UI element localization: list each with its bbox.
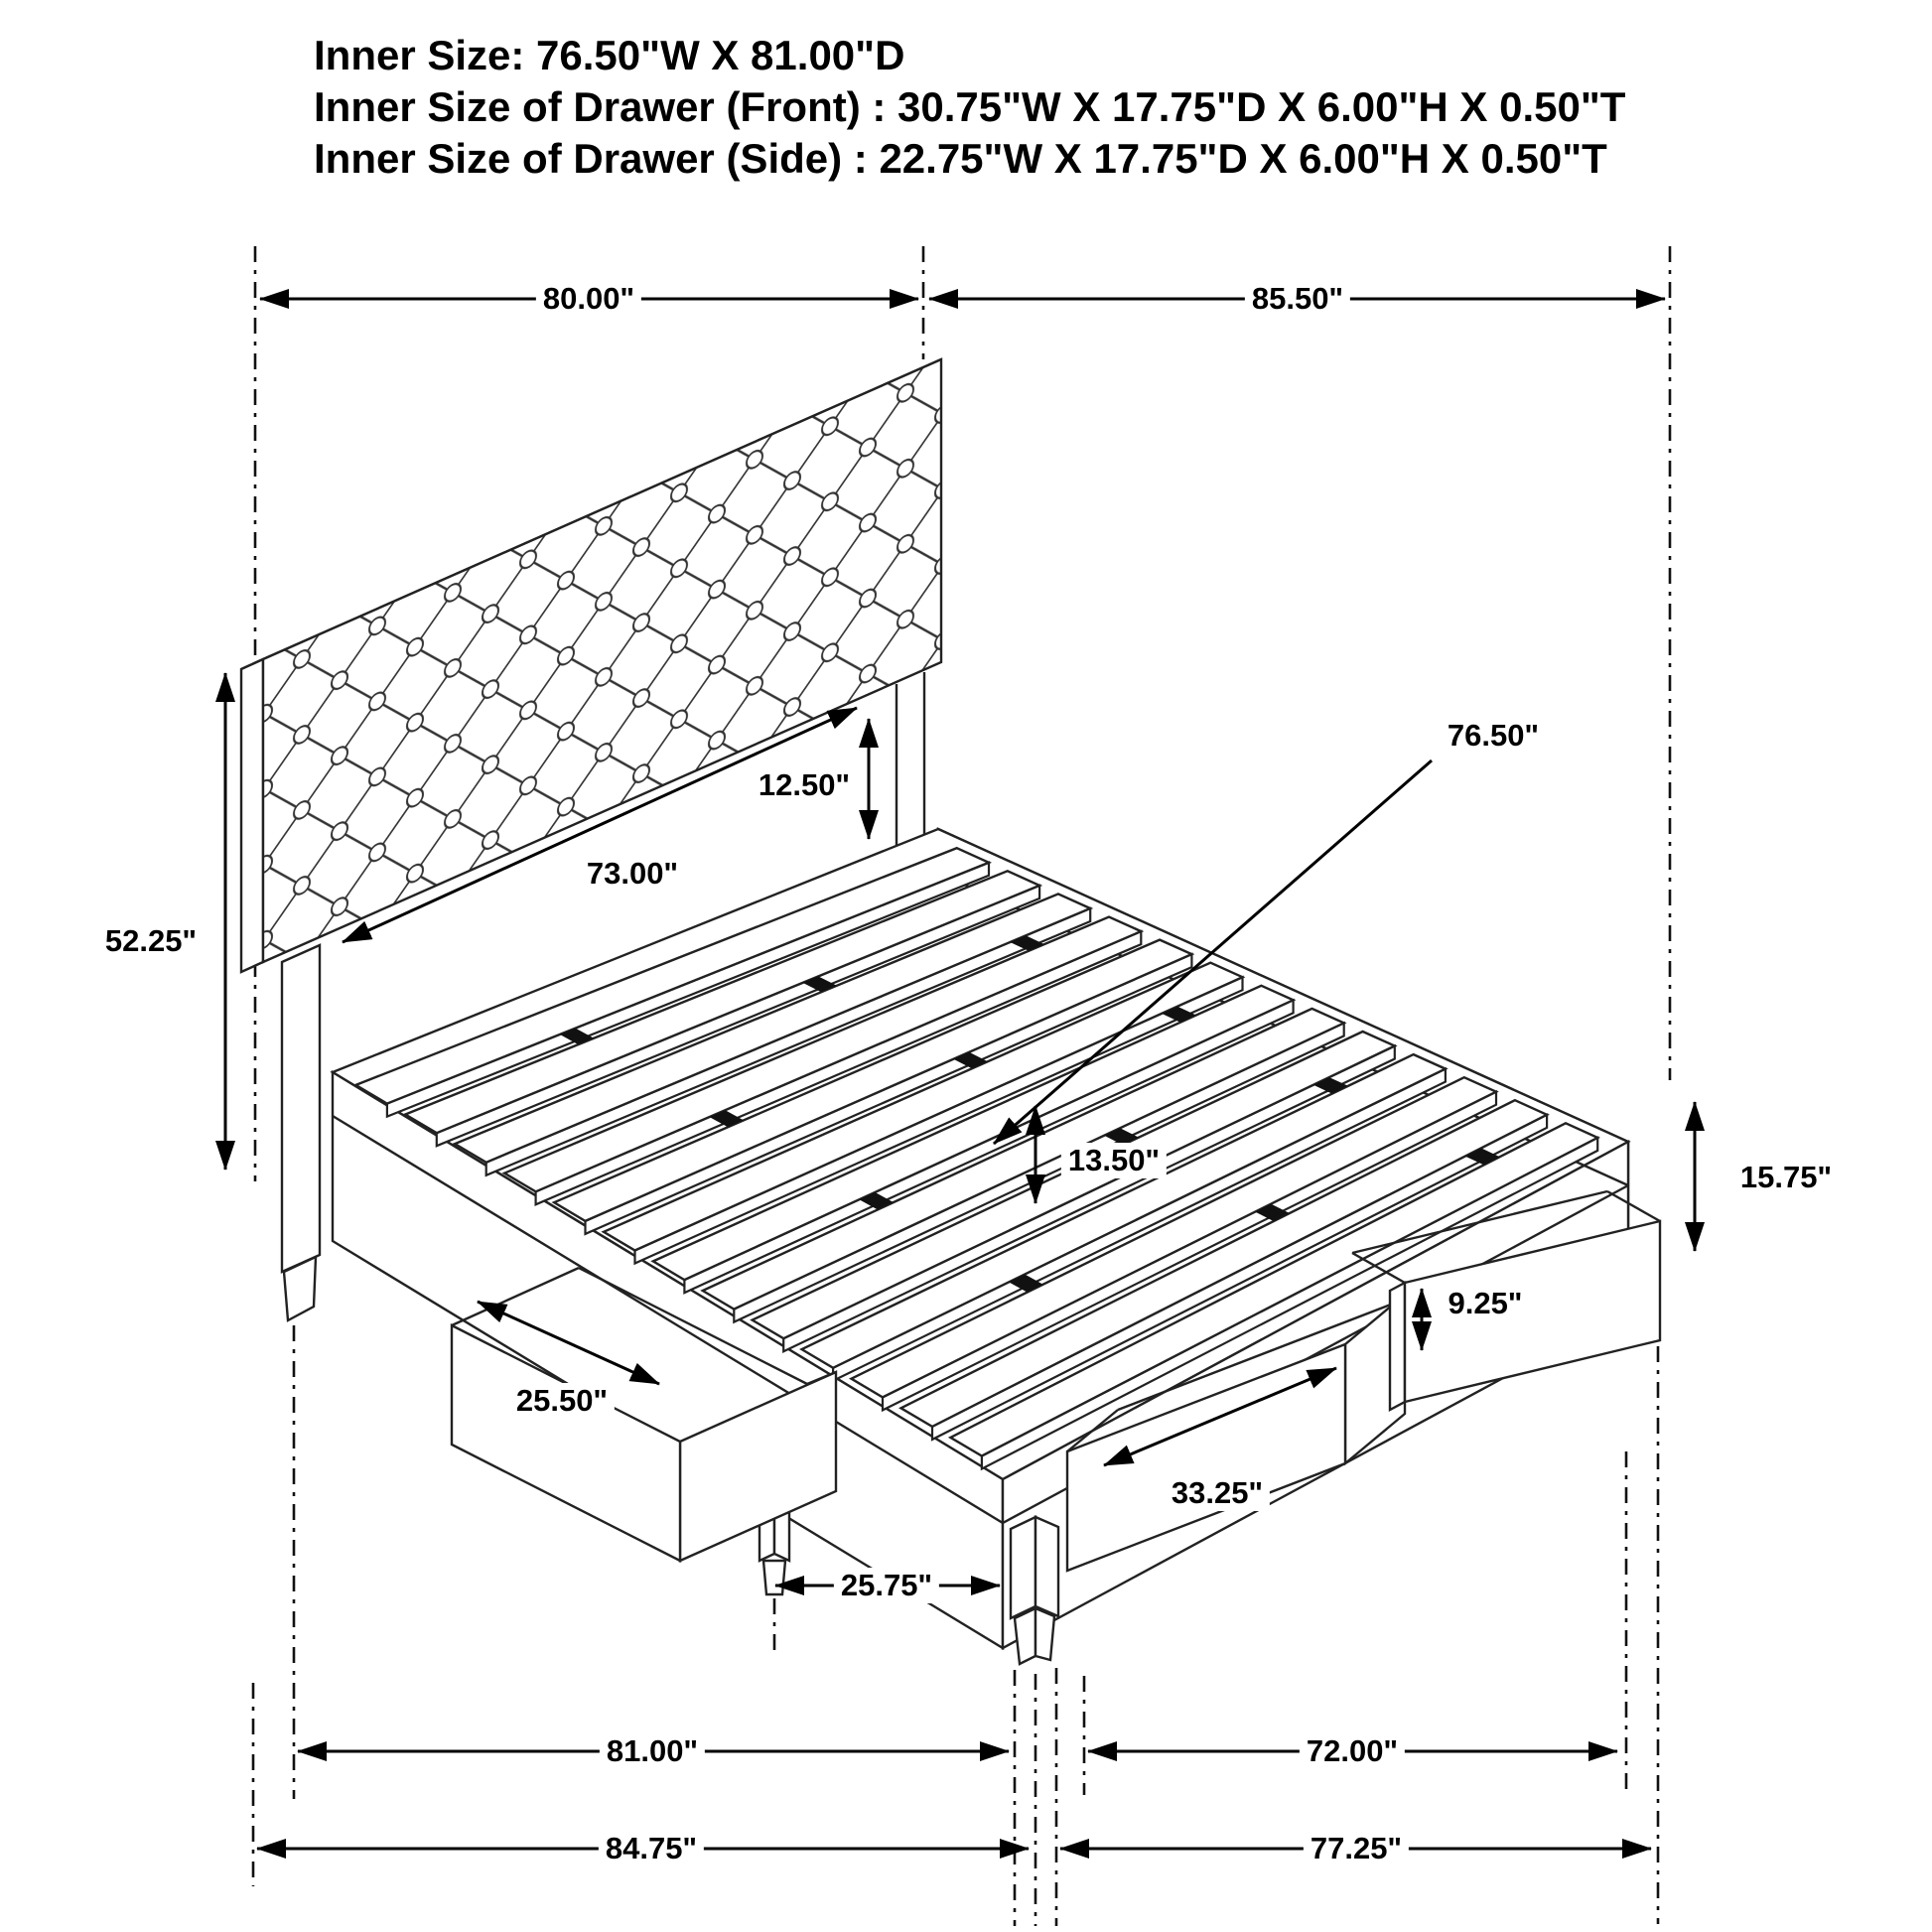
dim-label-left-total: 84.75" — [599, 1831, 704, 1866]
dim-label-inner-depth: 81.00" — [600, 1733, 705, 1769]
dim-label-headboard-height: 52.25" — [98, 923, 204, 959]
bed-drawing — [241, 359, 1660, 1664]
dim-label-gap: 12.50" — [752, 767, 857, 803]
dim-label-leg-inset: 25.75" — [834, 1568, 939, 1603]
dim-label-overall-length: 85.50" — [1245, 281, 1350, 317]
dim-label-drawer-height: 9.25" — [1441, 1286, 1529, 1321]
dim-label-side-drawer: 25.50" — [509, 1383, 615, 1419]
header-line-inner-size: Inner Size: 76.50"W X 81.00"D — [314, 32, 905, 78]
header-line-drawer-front: Inner Size of Drawer (Front) : 30.75"W X 17.75"D X 6.00"H X 0.50"T — [314, 83, 1626, 130]
header-note — [314, 30, 1625, 185]
side-drawer-foot — [763, 1561, 785, 1594]
drawer-edge-face — [1390, 1283, 1405, 1410]
dim-label-front-drawer: 33.25" — [1165, 1475, 1270, 1511]
dim-label-headboard-rail: 73.00" — [580, 856, 685, 892]
dim-label-deck-height: 13.50" — [1061, 1143, 1167, 1178]
headboard-left-edge — [241, 659, 263, 972]
center-front-foot — [1035, 1608, 1054, 1660]
dim-label-overall-width: 80.00" — [536, 281, 641, 317]
dim-label-slat-width: 76.50" — [1441, 718, 1546, 754]
center-front-leg — [1011, 1517, 1035, 1618]
header-line-drawer-side: Inner Size of Drawer (Side) : 22.75"W X 17.75"D X 6.00"H X 0.50"T — [314, 135, 1607, 182]
center-front-leg — [1035, 1517, 1058, 1616]
headboard-left-leg — [282, 945, 320, 1272]
dim-label-foot-span: 72.00" — [1300, 1733, 1405, 1769]
dim-label-right-total: 77.25" — [1304, 1831, 1409, 1866]
center-front-foot — [1015, 1608, 1035, 1664]
dim-label-rail-height: 15.75" — [1733, 1160, 1839, 1195]
